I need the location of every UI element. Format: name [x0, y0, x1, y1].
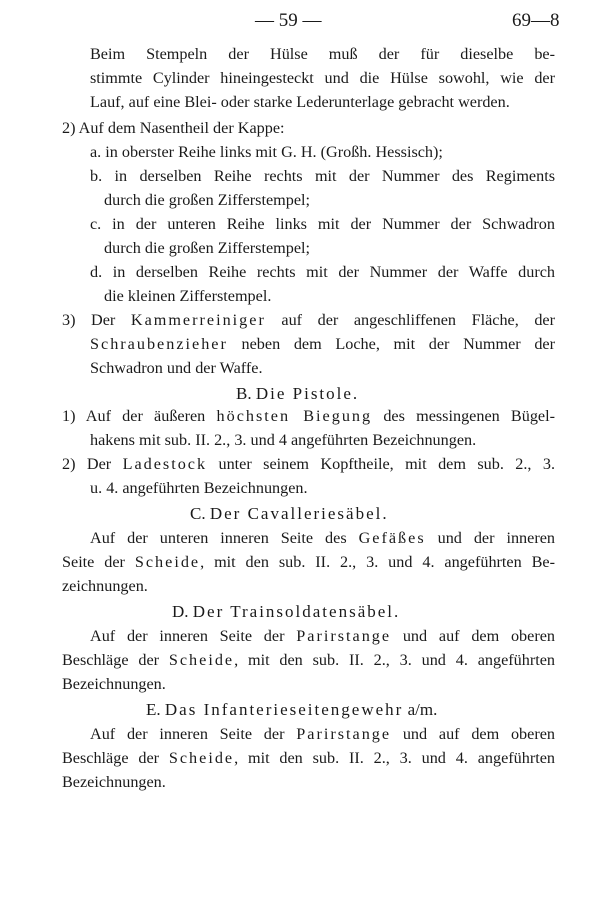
section-d-line-2: [62, 648, 555, 672]
section-d-line-2-suffix: , mit den sub. II. 2., 3. und 4. angeführten: [234, 651, 555, 669]
section-e-line-2: [62, 746, 555, 770]
section-b-item-2-suffix: unter seinem Kopftheile, mit dem sub. 2., 3.: [207, 455, 556, 473]
item-3-suffix: auf der angeschliffenen Fläche, der: [265, 311, 556, 329]
intro-line-3: Lauf, auf eine Blei- oder starke Lederunterlage gebracht werden.: [90, 93, 510, 111]
section-c-term-scheide: Scheide: [134, 553, 201, 571]
section-b-item-1-prefix: 1) Auf der äußeren: [62, 407, 217, 425]
section-b-item-1-line-2: hakens mit sub. II. 2., 3. und 4 angeführten Bezeichnungen.: [90, 431, 477, 449]
section-e-term-scheide: Scheide: [168, 749, 235, 767]
section-b-item-2-prefix: 2) Der: [62, 455, 123, 473]
item-2d-line-1: d. in derselben Reihe rechts mit der Nummer der Waffe durch: [90, 263, 555, 281]
intro-line-2: stimmte Cylinder hineingesteckt und die Hülse sowohl, wie der: [90, 69, 555, 87]
section-b-item-2-line-1: [62, 452, 555, 476]
section-e-line-2-prefix: Beschläge der: [62, 749, 169, 767]
section-b-title: Die Pistole.: [255, 384, 360, 403]
section-e-letter: E.: [146, 700, 165, 719]
section-e-title: Das Infanterieseitengewehr: [164, 700, 404, 719]
item-2c-line-2: durch die großen Zifferstempel;: [104, 239, 311, 257]
section-e-note: a/m.: [403, 700, 438, 719]
section-c-line-1-prefix: Auf der unteren inneren Seite des: [90, 529, 359, 547]
section-c-line-1-suffix: und der inneren: [425, 529, 555, 547]
item-2b-line-2: durch die großen Zifferstempel;: [104, 191, 311, 209]
intro-line-1: Beim Stempeln der Hülse muß der für dieselbe be-: [90, 45, 555, 63]
section-e-line-1-prefix: Auf der inneren Seite der: [90, 725, 297, 743]
item-2a: a. in oberster Reihe links mit G. H. (Großh. Hessisch);: [90, 143, 443, 161]
section-e-line-1-suffix: und auf dem oberen: [391, 725, 555, 743]
item-3-line-2: [90, 332, 555, 356]
section-d-heading: [172, 600, 400, 624]
section-b-heading: [236, 382, 359, 406]
item-2: 2) Auf dem Nasentheil der Kappe:: [62, 119, 285, 137]
item-2b-line-1: b. in derselben Reihe rechts mit der Nummer des Regiments: [90, 167, 555, 185]
section-c-line-3: zeichnungen.: [62, 577, 148, 595]
item-3-term-kammerreiniger: Kammerreiniger: [130, 311, 266, 329]
section-d-letter: D.: [172, 602, 193, 621]
section-c-letter: C.: [190, 504, 210, 523]
section-c-term-gefaesses: Gefäßes: [358, 529, 426, 547]
section-d-term-parirstange: Parirstange: [296, 627, 392, 645]
section-c-line-2-prefix: Seite der: [62, 553, 135, 571]
section-e-line-2-suffix: , mit den sub. II. 2., 3. und 4. angeführten: [234, 749, 555, 767]
page-number: — 59 —: [255, 10, 322, 31]
section-d-line-2-prefix: Beschläge der: [62, 651, 169, 669]
section-b-term-ladestock: Ladestock: [122, 455, 208, 473]
section-e-line-1: [90, 722, 555, 746]
section-b-item-2-line-2: u. 4. angeführten Bezeichnungen.: [90, 479, 308, 497]
section-b-term-biegung: höchsten Biegung: [216, 407, 373, 425]
section-d-line-1: [90, 624, 555, 648]
section-e-heading: [146, 698, 437, 722]
item-2c-line-1: c. in der unteren Reihe links mit der Nummer der Schwadron: [90, 215, 555, 233]
item-3-line-1: [62, 308, 555, 332]
section-b-item-1-line-1: [62, 404, 555, 428]
section-d-title: Der Trainsoldatensäbel.: [192, 602, 401, 621]
item-3-line-2-rest: neben dem Loche, mit der Nummer der: [227, 335, 555, 353]
section-d-line-1-prefix: Auf der inneren Seite der: [90, 627, 297, 645]
section-c-line-1: [90, 526, 555, 550]
section-c-line-2-suffix: , mit den sub. II. 2., 3. und 4. angeführten Be-: [200, 553, 555, 571]
section-e-term-parirstange: Parirstange: [296, 725, 392, 743]
section-d-line-3: Bezeichnungen.: [62, 675, 166, 693]
item-3-term-schraubenzieher: Schraubenzieher: [90, 335, 228, 353]
item-3-prefix: 3) Der: [62, 311, 131, 329]
section-c-title: Der Cavalleriesäbel.: [209, 504, 389, 523]
section-c-line-2: [62, 550, 555, 574]
signature-mark: 69—8: [512, 10, 560, 31]
section-b-letter: B.: [236, 384, 256, 403]
section-d-term-scheide: Scheide: [168, 651, 235, 669]
section-d-line-1-suffix: und auf dem oberen: [391, 627, 555, 645]
section-e-line-3: Bezeichnungen.: [62, 773, 166, 791]
item-2d-line-2: die kleinen Zifferstempel.: [104, 287, 272, 305]
section-b-item-1-suffix: des messingenen Bügel-: [372, 407, 555, 425]
section-c-heading: [190, 502, 389, 526]
item-3-line-3: Schwadron und der Waffe.: [90, 359, 263, 377]
